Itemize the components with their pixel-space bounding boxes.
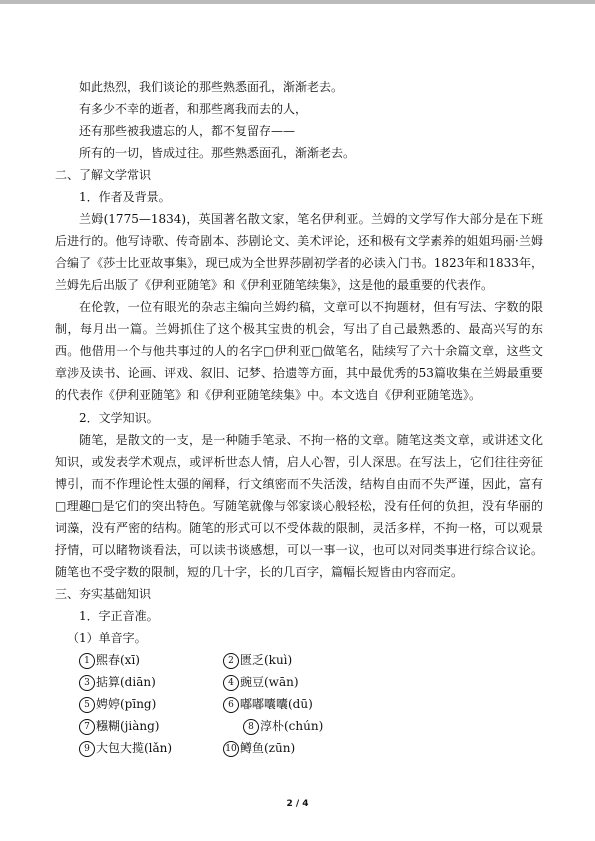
subsection-author-heading: 1．作者及背景。 — [79, 190, 171, 204]
page-number: 2 / 4 — [286, 799, 309, 809]
list-item: 1 熙春(xī) — [79, 652, 140, 669]
list-item: 6 嘟嘟囔囔(dū) — [223, 696, 313, 713]
list-item: 4 豌豆(wān) — [223, 674, 299, 691]
paragraph-essay-genre: 随笔，是散文的一支，是一种随手笔录、不拘一格的文章。随笔这类文章，或讲述文化知识，或发表学术观点，或评析世态人情，启人心智，引人深思。在写法上，它们往往旁征博引，而不作理论性太强的阐释，行文缜密而不失活泼，结构自由而不失严谨，因此，富有□理趣□是它们的突出特色。写随笔就像与邻家谈心般轻松，没有任何的负担，没有华丽的词藻，没有严密的结构。随笔的形式可以不受体裁的限制，灵活多样，不拘一格，可以观景抒情，可以睹物谈看法，可以读书谈感想，可以一事一议，也可以对同类事进行综合议论。随笔也不受字数的限制，短的几十字，长的几百字，篇幅长短皆由内容而定。 — [55, 433, 543, 579]
list-item: 8 淳朴(chún) — [243, 718, 323, 735]
section-2-heading: 二、了解文学常识 — [55, 168, 152, 182]
poem-line-3: 还有那些被我遗忘的人，都不复留存—— — [79, 124, 296, 138]
subsection-pronunciation-heading: 1．字正音准。 — [79, 609, 159, 623]
list-item: 10 鳟鱼(zūn) — [223, 740, 295, 757]
list-item: 7 糨糊(jiàng) — [79, 718, 160, 735]
paragraph-author: 兰姆(1775—1834)，英国著名散文家，笔名伊利亚。兰姆的文学写作大部分是在下班后进行的。他写诗歌、传奇剧本、莎剧论文、美术评论，还和极有文学素养的姐姐玛丽·兰姆合编了《莎士比亚故事集》，现已成为全世界莎剧初学者的必读入门书。1823年和1833年，兰姆先后出版了《伊利亚随笔》和《伊利亚随笔续集》，这是他的最重要的代表作。 — [55, 212, 543, 292]
poem-line-2: 有多少不幸的逝者，和那些离我而去的人， — [79, 102, 308, 116]
poem-line-1: 如此热烈，我们谈论的那些熟悉面孔，渐渐老去。 — [79, 80, 344, 94]
subsection-literature-heading: 2．文学知识。 — [79, 411, 159, 425]
poem-line-4: 所有的一切，皆成过往。那些熟悉面孔，渐渐老去。 — [79, 146, 356, 160]
list-item: 5 娉婷(pīng) — [79, 696, 156, 713]
list-item: 9 大包大揽(lǎn) — [79, 740, 172, 757]
section-3-heading: 三、夯实基础知识 — [55, 587, 152, 601]
list-item: 2 匮乏(kuì) — [223, 652, 292, 669]
list-item: 3 掂算(diān) — [79, 674, 156, 691]
paragraph-background: 在伦敦，一位有眼光的杂志主编向兰姆约稿，文章可以不拘题材，但有写法、字数的限制，每月出一篇。兰姆抓住了这个极其宝贵的机会，写出了自己最熟悉的、最高兴写的东西。他借用一个与他共事过的人的名字□伊利亚□做笔名，陆续写了六十余篇文章，这些文章涉及读书、论画、评戏、叙旧、记梦、拾遗等方面，其中最优秀的53篇收集在兰姆最重要的代表作《伊利亚随笔》和《伊利亚随笔续集》中。本文选自《伊利亚随笔选》。 — [55, 300, 543, 402]
single-character-heading: （1）单音字。 — [67, 631, 147, 645]
top-rule — [0, 0, 595, 4]
